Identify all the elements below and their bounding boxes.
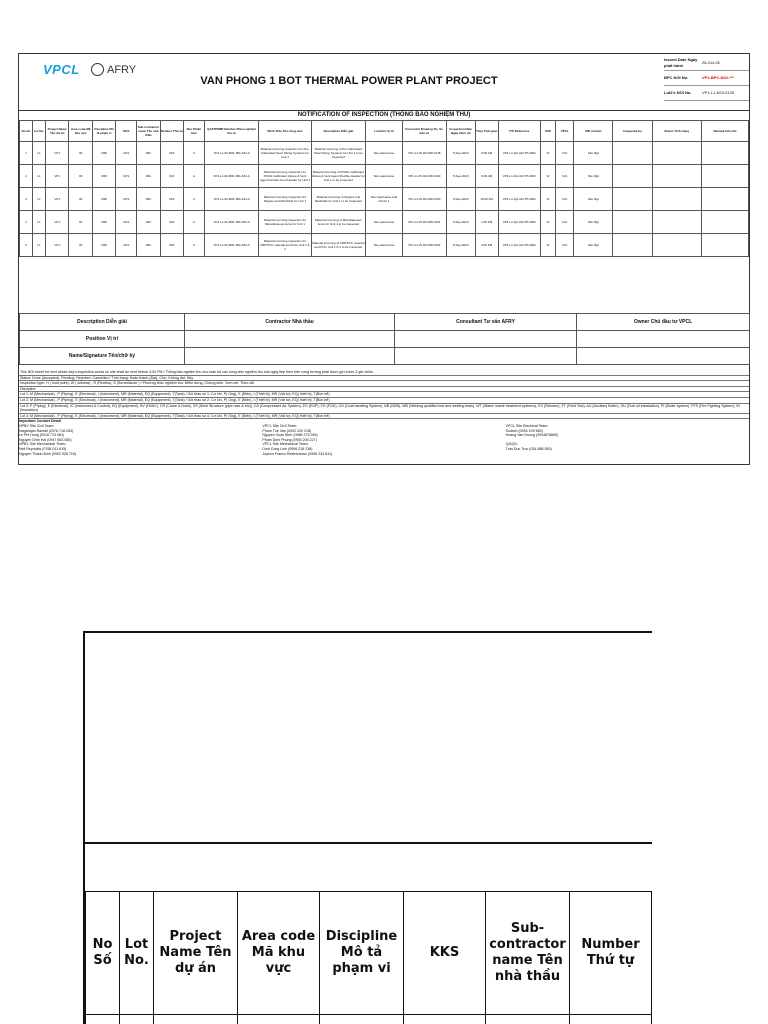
table-cell: MIR — [92, 165, 115, 188]
vpcl-logo: VPCL — [43, 62, 80, 77]
table-cell: N/A — [556, 234, 574, 257]
table-cell: 3 — [20, 188, 33, 211]
sig-name-owner[interactable] — [577, 348, 750, 365]
column-header: ITP Reference — [498, 121, 540, 142]
zoom-header-area: Area code Mã khu vực — [238, 892, 320, 1015]
table-cell: VP1 — [46, 165, 69, 188]
meta-row — [664, 71, 749, 86]
note-line: Lot 2: M (Mechanical) , P (Piping), E (Electrical), I (Instrument), MR (Material), EQ (Equipment), T(Tank) / Gói thầu số 2: Cơ khí, P( Ống), E (Điện), I (Thiết bị), MR (Vật tư), EQ( thiết bị), T(Bồn bể) — [19, 398, 749, 404]
afry-logo-text: AFRY — [107, 63, 137, 76]
meta-value: 28-Oct-26 — [702, 60, 720, 65]
table-cell: VP1 — [46, 188, 69, 211]
table-row — [20, 211, 749, 234]
note-line: Lot 4: M (Mechanical) , P (Piping), E (Electrical), I (Instrument), MR (Material), EQ (Equipment), T(Tank) / Gói thầu số 4: Cơ khí, P( Ống), E (Điện), I (Thiết bị), MR (Vật tư), EQ( thiết bị), T(Bồn bể) — [19, 414, 749, 420]
afry-logo-icon — [91, 63, 104, 76]
sig-position-owner[interactable] — [577, 331, 750, 348]
note-line: Inspection type: H ( hold point), W ( witness) , R (Review), S (Surveillance ) / Phương thức nghiệm thu: Điểm dừng, Chứng kiến, Xem xét, Theo dõi — [19, 381, 749, 387]
column-header: Project Name Tên dự án — [46, 121, 69, 142]
table-cell: VP1-L1-PI-00-MIR-0149 — [402, 165, 446, 188]
sig-position-label: Position Vị trí — [20, 331, 185, 348]
noi-sheet — [18, 53, 750, 465]
table-cell: 00 — [69, 211, 92, 234]
table-cell: Material incoming of Miscellaneous items for Unit 1 to be inspected — [311, 211, 366, 234]
table-cell: VP1-L1-00-MIR-JBA-623-A — [204, 165, 259, 188]
table-cell: A — [183, 142, 204, 165]
sig-name-contractor[interactable] — [185, 348, 395, 365]
signature-table — [19, 313, 750, 365]
table-cell: VP1-L1-QA-00-ITP-0002 — [498, 211, 540, 234]
zoom-header-kks: KKS — [404, 892, 486, 1015]
zoom-header-number: Number Thứ tự — [570, 892, 652, 1015]
table-cell: VP1-L1-PI-00-MIR-0152 — [402, 234, 446, 257]
meta-row — [664, 56, 749, 71]
sig-name-label: Name/Signature Tên/chữ ký — [20, 348, 185, 365]
sig-position-consultant[interactable] — [395, 331, 577, 348]
table-cell: 5-Sep-2023 — [446, 142, 475, 165]
sig-name-consultant[interactable] — [395, 348, 577, 365]
table-cell: Material incoming of PN/AF Calibrated Valves & Vent Agent Flexible Header for Unit 1 to be inspected — [311, 165, 366, 188]
table-row — [20, 188, 749, 211]
table-cell: 5-Sep-2023 — [446, 188, 475, 211]
zoomed-table-view — [83, 631, 652, 1024]
table-cell: N/A — [556, 165, 574, 188]
table-cell: W — [540, 165, 556, 188]
table-cell: 00 — [69, 188, 92, 211]
table-row — [20, 234, 749, 257]
table-cell-empty[interactable] — [701, 234, 748, 257]
table-cell: N/A — [556, 142, 574, 165]
table-cell: VP1 — [46, 211, 69, 234]
afry-logo — [91, 63, 136, 76]
column-header: Description Diễn giải — [311, 121, 366, 142]
table-cell: 10:00 AM — [475, 188, 498, 211]
table-cell: 625 — [160, 211, 183, 234]
table-cell: L1 — [33, 211, 46, 234]
table-cell: 5-Sep-2023 — [446, 211, 475, 234]
table-cell: Material incoming inspection for Pre-Fabricated Steel Piping Systems for Unit 1 — [259, 142, 311, 165]
meta-label: Lot2's NOI No. — [664, 90, 692, 95]
table-cell: 9:00 AM — [475, 165, 498, 188]
sig-contractor: Contractor Nhà thầu — [185, 314, 395, 331]
table-cell: JBA — [137, 142, 160, 165]
zoom-mid-border — [85, 842, 652, 844]
notes-section — [19, 370, 749, 456]
table-cell: UKS — [116, 234, 137, 257]
table-cell: JBA — [137, 234, 160, 257]
table-cell: W — [540, 234, 556, 257]
column-header: Inspected by — [613, 121, 652, 142]
table-cell-empty[interactable] — [701, 142, 748, 165]
table-cell: A — [183, 234, 204, 257]
table-cell: VP1-L1-PI-00-MIR-0150 — [402, 188, 446, 211]
column-header: Document Drawing No. Số bản vẽ — [402, 121, 446, 142]
table-cell: L1 — [33, 165, 46, 188]
table-cell-empty[interactable] — [701, 165, 748, 188]
table-cell: N/A — [556, 188, 574, 211]
table-cell-empty[interactable] — [701, 211, 748, 234]
table-cell: Site Mgr — [574, 211, 613, 234]
table-cell-empty[interactable] — [613, 142, 652, 165]
table-cell: MIR — [92, 142, 115, 165]
table-cell: VP1-L1-QA-00-ITP-0002 — [498, 142, 540, 165]
column-header: Area code Mã khu vực — [69, 121, 92, 142]
table-cell: Site warehouse — [366, 142, 402, 165]
table-cell: 623 — [160, 165, 183, 188]
column-header: MR contact — [574, 121, 613, 142]
table-cell: Material incoming inspection for Miscellaneous items for Unit 1 — [259, 211, 311, 234]
contacts-col-3: VPCL Site Electrical Team: Sudwin (0934 109 560) Hoang Van Duong (0934876660) QA/QC: Tran Duc Truc (034 888 550) — [505, 423, 559, 451]
table-cell: UKS — [116, 211, 137, 234]
zoom-cell — [320, 1015, 404, 1024]
table-cell: Site Mgr — [574, 234, 613, 257]
table-cell: UKS — [116, 165, 137, 188]
contacts-title: Important Contact Detail — [19, 419, 61, 424]
zoom-top-border — [85, 631, 652, 633]
table-cell-empty[interactable] — [613, 188, 652, 211]
table-cell: 00 — [69, 234, 92, 257]
column-header: Time Thời gian — [475, 121, 498, 142]
table-cell: 624 — [160, 188, 183, 211]
note-line: Lot 3: P (Piping), E (Electrical), IC (Instrument & Control), EQ (Equipment), HV (HVAC), CR (Crane & Hoist), SS (Steel Structure (pipe rack & etc)), CA (Compressed Air System), EG (EDP), FG (FGD), CH (Coal handling System), NB (NDB), WB (Welding qualified test and welding tests), WT (Water/ waste treatment systems), EV (Elevator), FT (Field Test), AU (Auxiliary Boiler), GU (Fuel oil installation), PI (Boiler system), FFS (Fire Fighting System), IN (Insulation) — [19, 404, 749, 414]
zoom-header-no: No Số — [86, 892, 120, 1015]
table-cell: JBA — [137, 165, 160, 188]
column-header: KKS — [116, 121, 137, 142]
table-cell-empty[interactable] — [652, 234, 701, 257]
table-cell: 2 — [20, 165, 33, 188]
zoom-header-lot: Lot No. — [120, 892, 154, 1015]
table-cell: A — [183, 165, 204, 188]
table-cell: W — [540, 188, 556, 211]
table-cell-empty[interactable] — [613, 165, 652, 188]
inspection-table — [19, 120, 749, 257]
column-header: Lot No. — [33, 121, 46, 142]
column-header: Rev Phiên bản — [183, 121, 204, 142]
table-cell: 1 — [20, 142, 33, 165]
table-cell: L1 — [33, 142, 46, 165]
notification-title: NOTIFICATION OF INSPECTION (THÔNG BÁO NGHIỆM THU) — [19, 110, 749, 121]
table-cell: MIR — [92, 211, 115, 234]
table-cell-empty[interactable] — [652, 165, 701, 188]
table-cell: 2:00 PM — [475, 234, 498, 257]
table-cell: VP1-L1-QA-00-ITP-0002 — [498, 165, 540, 188]
zoom-header-discipline: Discipline Mô tả phạm vi — [320, 892, 404, 1015]
column-header: Work Title Tên công việc — [259, 121, 311, 142]
meta-value: VP1-BPC-NOI-*** — [702, 75, 734, 80]
sig-consultant: Consultant Tư vấn AFRY — [395, 314, 577, 331]
table-cell-empty[interactable] — [652, 188, 701, 211]
table-cell: N/A — [556, 211, 574, 234]
table-cell: Site warehouse — [366, 211, 402, 234]
contacts-columns — [19, 424, 749, 456]
table-row — [20, 165, 749, 188]
table-cell: VP1-L1-00-MIR-JBA-626-A — [204, 234, 259, 257]
table-cell: 8:00 AM — [475, 142, 498, 165]
zoom-header-project: Project Name Tên dự án — [154, 892, 238, 1015]
column-header: Sub-contractor name Tên nhà thầu — [137, 121, 160, 142]
table-cell-empty[interactable] — [652, 211, 701, 234]
table-cell: A — [183, 211, 204, 234]
table-cell: 5-Sep-2023 — [446, 165, 475, 188]
table-cell: A — [183, 188, 204, 211]
table-cell: Material incoming of Nipples and Manifolds for Unit 1 to be inspected — [311, 188, 366, 211]
table-cell: VP1-L1-00-MIR-JBA-624-A — [204, 188, 259, 211]
table-cell: Material incoming inspection for Nipples and Manifolds for Unit 1 — [259, 188, 311, 211]
sheet-header — [19, 54, 749, 111]
meta-value: VP1-L1-NOI-0126 — [702, 90, 735, 95]
note-line: Status: Done (Accepted), Pending, Rejected, Cancelled / Tình trạng: Hoàn thành (Đạt), Chờ, Không đạt, Hủy — [19, 376, 749, 382]
table-cell: Site Mgr — [574, 142, 613, 165]
column-header: Remark Ghi chú — [701, 121, 748, 142]
table-cell: Material incoming of Pre-Fabricated Steel Piping Systems for Unit 1 to be inspected — [311, 142, 366, 165]
table-cell: JBA — [137, 188, 160, 211]
table-cell: Material incoming of FRP/PVC material and fit for Unit 1 & 2 to be inspected — [311, 234, 366, 257]
table-cell: UKS — [116, 188, 137, 211]
table-cell-empty[interactable] — [652, 142, 701, 165]
table-cell: VP1 — [46, 234, 69, 257]
table-cell: 4 — [20, 211, 33, 234]
zoom-cell — [570, 1015, 652, 1024]
table-cell: VP1-L1-00-MIR-JBA-622-A — [204, 142, 259, 165]
table-cell: VP1 — [46, 142, 69, 165]
table-cell: Site warehouse — [366, 234, 402, 257]
table-cell-empty[interactable] — [613, 211, 652, 234]
table-cell: Material incoming inspection for FRP/PVC material and fit for Unit 1 & 2 — [259, 234, 311, 257]
sig-description-label: Description Diễn giải — [20, 314, 185, 331]
note-line: Discipline: — [19, 387, 749, 393]
table-cell: VP1-L1-PI-00-MIR-0148 — [402, 142, 446, 165]
column-header: Number Thứ tự — [160, 121, 183, 142]
meta-row — [664, 86, 749, 101]
table-cell: VP1-L1-QA-00-ITP-0002 — [498, 234, 540, 257]
meta-label: BPC NOI No. — [664, 75, 689, 80]
table-cell: Site Mgr — [574, 165, 613, 188]
table-cell: MIR — [92, 234, 115, 257]
column-header: QA/ITP/MIR Number Phiếu nghiệm thu số — [204, 121, 259, 142]
table-cell: L1 — [33, 188, 46, 211]
table-cell: 00 — [69, 165, 92, 188]
zoom-cell — [86, 1015, 120, 1024]
project-title: VAN PHONG 1 BOT THERMAL POWER PLANT PROJECT — [200, 75, 498, 87]
table-cell-empty[interactable] — [701, 188, 748, 211]
note-line: This NOI sheet for next whole day's inspection works on site shall be sent before 3:00 PM / Thông báo nghiệm thu cho toàn bộ các công việc nghiệm thu của ngày tiếp theo trên công trường phải được gửi trước 3 giờ chiều — [19, 370, 749, 376]
meta-block — [664, 56, 749, 101]
column-header: Location Vị trí — [366, 121, 402, 142]
column-header: VPCL — [556, 121, 574, 142]
contacts-col-1: NPBY Site Civil Team: Nagarajan Ramali (0376 718 254) Le Phi Hung (0918 713 081) Nguyen Dinh Hai (0947 663 585) NPBY Site Mechanical Team: Neil Reynolds (0768 011 615) Nguyen Thanh Binh (0902 528 715) — [19, 423, 77, 456]
table-cell: VP1-L1-PI-00-MIR-0151 — [402, 211, 446, 234]
zoom-cell — [404, 1015, 486, 1024]
contacts-col-2: VPCL Site Civil Team: Pham Tue Van (0902 220 218) Nguyen Xuan Binh (0986 279 289) Pham Dinh Phung (0903 205 227) VPCL Site Mechanical Team: Dinh Cong Linh (0906 218 238) Joyson Franco Resfrentowo (0906 234 811) — [262, 423, 333, 456]
table-cell: W — [540, 211, 556, 234]
table-cell: 626 — [160, 234, 183, 257]
column-header: Status Tình trạng — [652, 121, 701, 142]
zoom-cell — [238, 1015, 320, 1024]
zoom-cell — [486, 1015, 570, 1024]
table-cell: MIR — [92, 188, 115, 211]
table-cell-empty[interactable] — [613, 234, 652, 257]
table-cell: JBA — [137, 211, 160, 234]
table-cell: Site warehouse — [366, 165, 402, 188]
note-line: Lot 1: M (Mechanical) , P (Piping), E (Electrical), I (Instrument), MR (Material), EQ (Equipment), T(Tank) / Gói thầu số 1: Cơ khí, P( Ống), E (Điện), I (Thiết bị), MR (Vật tư), EQ( thiết bị), T(Bồn bể) — [19, 392, 749, 398]
zoom-cell — [154, 1015, 238, 1024]
column-header: No Số — [20, 121, 33, 142]
zoom-header-subcontractor: Sub-contractor name Tên nhà thầu — [486, 892, 570, 1015]
table-cell: VP1-L1-QA-00-ITP-0002 — [498, 188, 540, 211]
column-header: Inspection Date Ngày kiểm tra — [446, 121, 475, 142]
zoom-header-table — [85, 891, 652, 1024]
table-cell: W — [540, 142, 556, 165]
table-cell: 622 — [160, 142, 183, 165]
zoom-cell — [120, 1015, 154, 1024]
table-cell: Site warehouse and Admin 1 — [366, 188, 402, 211]
table-cell: 5 — [20, 234, 33, 257]
table-cell: 5-Sep-2023 — [446, 234, 475, 257]
table-cell: Site Mgr — [574, 188, 613, 211]
meta-label: Issued Date Ngày phát hành — [664, 57, 698, 68]
sig-owner: Owner Chủ đầu tư VPCL — [577, 314, 750, 331]
table-cell: UKS — [116, 142, 137, 165]
table-cell: 1:00 PM — [475, 211, 498, 234]
table-cell: 00 — [69, 142, 92, 165]
table-cell: L1 — [33, 234, 46, 257]
column-header: H/W — [540, 121, 556, 142]
sig-position-contractor[interactable] — [185, 331, 395, 348]
column-header: Discipline Mô tả phạm vi — [92, 121, 115, 142]
table-cell: Material incoming inspection for PN/AF Calibrated Valves & Vent Agent Flexible Feed Header for Unit 1 — [259, 165, 311, 188]
table-cell: VP1-L1-00-MIR-JBA-625-A — [204, 211, 259, 234]
table-row — [20, 142, 749, 165]
